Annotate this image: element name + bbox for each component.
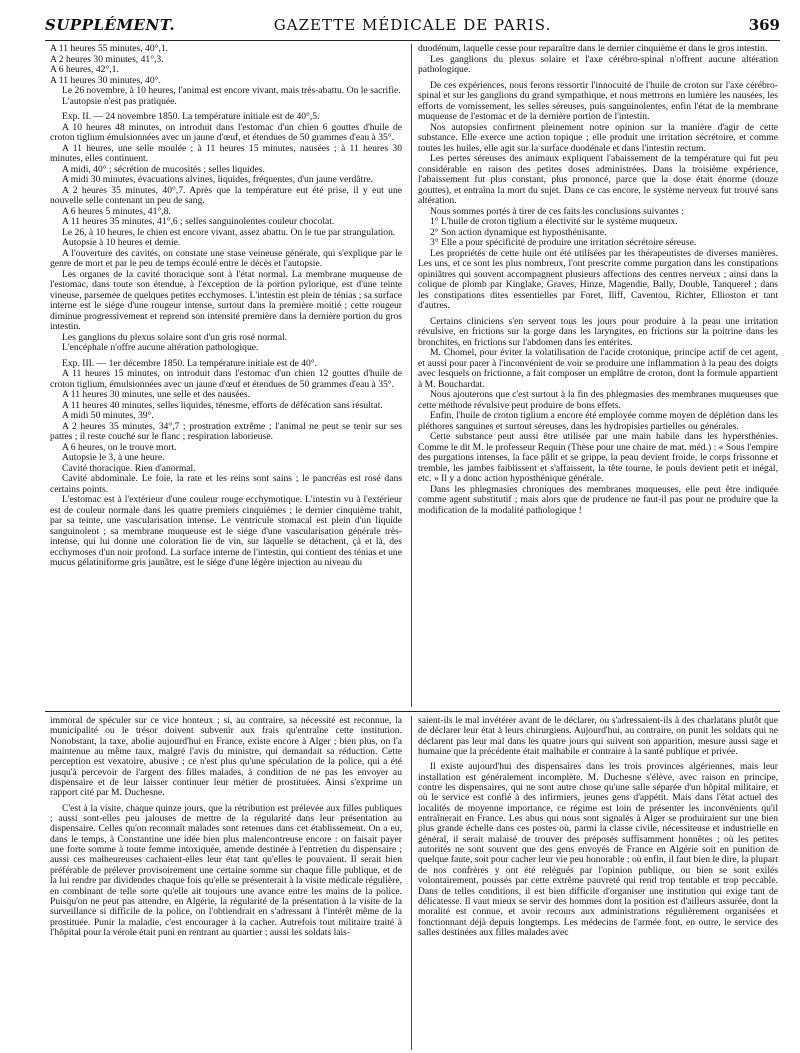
paragraph: M. Chomel, pour éviter la volatilisation de l'acide crotonique, principe actif de cet agent, et aussi pour parer à l'inconvénient de voir se produire une inflammation à la peau des doigts avec lesquels on frictionne, a fait composer un emplâtre de croton, dont la formule appartient à M. Bouchardat.	[418, 347, 778, 390]
paragraph: A 6 heures, 42°,1.	[50, 64, 119, 75]
paragraph: A midi 30 minutes, évacuations alvines, liquides, fréquentes, d'un jaune verdâtre.	[62, 174, 374, 185]
paragraph: A 11 heures 15 minutes, on introduit dans l'estomac d'un chien 12 gouttes d'huile de croton tiglium, émulsionnées avec un jaune d'œuf et étendues de 50 grammes d'eau à 35°.	[50, 368, 402, 390]
paragraph: A 11 heures, une selle moulée ; à 11 heures 15 minutes, nausées ; à 11 heures 30 minutes, elles continuent.	[50, 142, 402, 164]
paragraph: Dans les phlegmasies chroniques des membranes muqueuses, elle peut être indiquée comme agent substitutif ; mais alors que de prudence ne faut-il pas pour ne produire que la modification de la modalité pathologique !	[418, 483, 778, 516]
paragraph: Certains cliniciens s'en servent tous les jours pour produire à la peau une irritation révulsive, en frictions sur la gorge dans les laryngites, en frictions sur la poitrine dans les bronchites, en frictions sur l'abdomen dans les entérites.	[418, 315, 778, 348]
paragraph: Exp. III. — 1er décembre 1850. La température initiale est de 40°.	[62, 357, 318, 369]
paragraph: A 6 heures 5 minutes, 41°,8.	[62, 205, 171, 217]
paragraph: Autopsie à 10 heures et demie.	[62, 237, 181, 248]
journal-title: GAZETTE MÉDICALE DE PARIS.	[273, 16, 552, 34]
feuilleton-column-right	[418, 716, 778, 1051]
section-label: SUPPLÉMENT.	[45, 16, 176, 34]
paragraph: Le 26, à 10 heures, le chien est encore vivant, assez abattu. On le tue par strangulation.	[62, 226, 396, 238]
paragraph: Nos autopsies confirment pleinement notre opinion sur la manière d'agir de cette substance. Elle exerce une action topique ; elle produit une irritation sécrétoire, et comme toutes les huiles, elle agit sur la surface duodénale et dans l'intestin rectum.	[418, 121, 778, 154]
paragraph: A 11 heures 30 minutes, une selle et des nausées.	[62, 389, 251, 400]
article-column-right	[418, 44, 778, 709]
paragraph: Les organes de la cavité thoracique sont à l'état normal. La membrane muqueuse de l'estomac, dans toute son étendue, à l'exception de la portion pylorique, est d'une teinte vineuse, parsemée de quelques petites ecchymoses. L'intestin est plein de ténias ; sa surface interne est le siége d'une rougeur intense, surtout dans la première moitié ; cette rougeur diminue progressivement et reprend son intensité première dans la dernière portion du gros intestin.	[50, 268, 402, 332]
section-divider	[45, 711, 780, 712]
paragraph: De ces expériences, nous ferons ressortir l'innocuité de l'huile de croton sur l'axe cérébro-spinal et sur les ganglions du grand sympathique, et nous mettrons en lumière les nausées, les efforts de vomissement, les selles séreuses, puis sanguinolentes, enfin l'état de la membrane muqueuse de l'estomac et de la dernière portion de l'intestin.	[418, 79, 778, 122]
paragraph: A 11 heures 55 minutes, 40°,1.	[50, 44, 169, 54]
paragraph: A 10 heures 48 minutes, on introduit dans l'estomac d'un chien 6 gouttes d'huile de croton tiglium émulsionnées avec un jaune d'œuf, et étendues de 50 grammes d'eau à 35°.	[50, 121, 402, 143]
paragraph: Les propriétés de cette huile ont été utilisées par les thérapeutistes de diverses manières. Les uns, et ce sont les plus nombreux, l'ont prescrite comme purgation dans les constipations opiniâtres qui souvent accompagnent plusieurs affections des centres nerveux ; ainsi dans la colique de plomb par Kinglake, Graves, Hinze, Magendie, Bally, Double, Tanquerel ; dans les constipations dites essentielles par Foret, Iliff, Caventou, Richter, Ellioston et tant d'autres.	[418, 247, 778, 311]
paragraph: 1° L'huile de croton tiglium a électivité sur le système muqueux.	[430, 216, 678, 227]
article-column-left	[50, 44, 402, 709]
paragraph: Il existe aujourd'hui des dispensaires dans les trois provinces algériennes, mais leur installation est généralement incomplète. M. Duchesne s'élève, avec raison en principe, contre les dispensaires, qui ne sont autre chose qu'une salle séparée d'un hôpital militaire, et où le service est confié à des infirmiers, jeunes gens d'appétit. Mais dans l'état actuel des localités de moyenne importance, ce régime est loin de présenter les inconvénients qu'il entraînerait en France. Les abus qui nous sont signalés à Alger se produiraient sur une bien plus grande échelle dans ces postes où, parmi la classe civile, nécessiteuse et industrielle en général, il serait malaisé de trouver des préposés suffisamment honnêtes ; où les petites autorités ne sont souvent que des gens envoyés de France en Algérie soit en punition de quelque faute, soit pour cacher leur vie peu honorable ; où enfin, il faut bien le dire, la plupart de nos confrères y ont été relégués par l'opinion publique, ou bien se sont exilés volontairement, poussés par cette extrême pauvreté qui rend trop tentable et trop peccable. Dans de telles conditions, il est bien difficile d'organiser une institution qui exige tant de délicatesse. Il vaut mieux se servir des hommes dont la position est d'ailleurs assurée, dont la moralité est connue, et avoir recours aux administrations régulièrement organisées et fonctionnant déjà depuis longtemps. Les médecins de l'armée font, en outre, le service des salles destinées aux filles malades avec	[418, 761, 778, 938]
paragraph: Nous ajouterons que c'est surtout à la fin des phlegmasies des membranes muqueuses que cette méthode révulsive peut produire de bons effets.	[418, 389, 778, 411]
paragraph: A midi 50 minutes, 39°.	[62, 410, 154, 421]
paragraph: Les ganglions du plexus solaire et l'axe cérébro-spinal n'offrent aucune altération pathologique.	[418, 53, 778, 75]
paragraph: saient-ils le mal invétérer avant de le déclarer, ou s'adressaient-ils à des charlatans plutôt que de déclarer leur état à leurs chirurgiens. Aujourd'hui, au contraire, on punit les soldats qui ne déclarent pas leur mal dans les quatre jours qui suivent son apparition, mesure aussi sage et humaine que la précédente était malhabile et contraire à la santé publique et privée.	[418, 716, 778, 758]
paragraph: duodénum, laquelle cesse pour reparaître dans le dernier cinquième et dans le gros intestin.	[418, 44, 768, 54]
paragraph: immoral de spéculer sur ce vice honteux ; si, au contraire, sa nécessité est reconnue, la municipalité ou le trésor doivent subvenir aux frais qu'entraîne cette institution. Nonobstant, la taxe, abolie aujourd'hui en France, existe encore à Alger ; bien plus, on l'a maintenue au même taux, malgré l'avis du ministre, qui demandait sa réduction. Cette perception est vexatoire, abusive ; ce n'est plus qu'une spéculation de la police, qui a été jusqu'à percevoir de l'argent des filles malades, à condition de ne pas les envoyer au dispensaire et de leur laisser continuer leur métier de prostituées. Ainsi s'exprime un rapport cité par M. Duchesne.	[50, 716, 402, 799]
paragraph: Les pertes séreuses des animaux expliquent l'abaissement de la température qui fut peu considérable en raison des petites doses administrées. Dans la troisième expérience, l'abaissement fut plus constant, plus prononcé, parce que la dose était énorme (douze gouttes), et entraîna la mort du sujet. Dans ce cas encore, le système nerveux fut trouvé sans altération.	[418, 153, 778, 206]
paragraph: A 2 heures 30 minutes, 41°,3.	[50, 53, 164, 65]
paragraph: Cette substance peut aussi être utilisée par une main habile dans les hypersthénies. Comme le dit M. le professeur Requin (Thèse pour une chaire de mat. méd.) : « Sous l'empire des purgations intenses, la face pâlit et se grippe, la peau devient froide, le corps frissonne et tremble, les jambes faiblissent et s'affaissent, la tête tourne, le pouls devient petit et inégal, etc. » Il y a donc action hyposthénique générale.	[418, 431, 778, 484]
paragraph: Enfin, l'huile de croton tiglium a encore été employée comme moyen de déplétion dans les pléthores sanguines et surtout séreuses, dans les hydropisies partielles ou générales.	[418, 410, 778, 432]
paragraph: Cavité thoracique. Rien d'anormal.	[62, 462, 196, 474]
paragraph: L'estomac est à l'extérieur d'une couleur rouge ecchymotique. L'intestin vu à l'extérieur est de couleur normale dans les quatre premiers cinquièmes ; le dernier cinquième trahit, par sa teinte, une vascularisation intense. Le ventricule stomacal est plein d'un liquide sanguinolent ; sa membrane muqueuse est le siége d'une vascularisation générale très-intense, qui lui donne une coloration lie de vin, sur laquelle se détachent, çà et là, des ecchymoses d'un noir profond. La surface interne de l'intestin, qui contient des ténias et une mucus gélatiniforme gris jaunâtre, est le siége d'une légère injection au niveau du	[50, 494, 402, 568]
paragraph: C'est à la visite, chaque quinze jours, que la rétribution est prélevée aux filles publiques ; aussi sont-elles peu jalouses de mettre de la régularité dans leur présentation au dispensaire. Celles qu'on reconnaît malades sont retenues dans cet établissement. On a eu, dans le temps, à Constantine une idée bien plus malencontreuse encore : on faisait payer une forte somme à toute femme intoxiquée, amende destinée à l'entretien du dispensaire ; aussi ces malheureuses cachaient-elles leur état tant qu'elles le pouvaient. Il serait bien préférable de prélever provisoirement une certaine somme sur chaque fille publique, et de la lui rendre par dividendes chaque fois qu'elle se présenterait à la visite médicale régulière, en combinant de telle sorte qu'elle ait toujours une avance entre les mains de la police. Puisqu'on ne peut pas attendre, en Algérie, la régularité de la présentation à la visite de la surveillance si difficile de la police, on l'obtiendrait en s'adressant à l'intérêt même de la prostituée. Punir la maladie, c'est encourager à la cacher. Autrefois tout militaire traité à l'hôpital pour la vérole était puni en rentrant au quartier ; aussi les soldats lais-	[50, 802, 402, 938]
paragraph: Exp. II. — 24 novembre 1850. La température initiale est de 40°,5.	[62, 111, 320, 122]
paragraph: L'autopsie n'est pas pratiquée.	[62, 95, 177, 107]
column-divider-top	[411, 44, 412, 707]
paragraph: A midi, 40° ; sécrétion de mucosités ; selles liquides.	[62, 163, 265, 175]
paragraph: A 2 heures 35 minutes, 40°,7. Après que la température eut été prise, il y eut une nouvelle selle contenant un peu de sang.	[50, 184, 402, 206]
paragraph: Cavité abdominale. Le foie, la rate et les reins sont sains ; le pancréas est rosé dans certains points.	[50, 473, 402, 495]
paragraph: A 6 heures, on le trouve mort.	[62, 441, 177, 453]
paragraph: Le 26 novembre, à 10 heures, l'animal est encore vivant, mais très-abattu. On le sacrifie.	[62, 85, 401, 96]
paragraph: A 11 heures 30 minutes, 40°.	[50, 74, 161, 86]
paragraph: 2° Son action dynamique est hyposthénisante.	[430, 226, 607, 238]
header-rule	[45, 40, 780, 41]
page-number: 369	[748, 16, 780, 34]
paragraph: A l'ouverture des cavités, on constate une stase veineuse générale, qui s'explique par le genre de mort et par le peu de temps écoulé entre le décès et l'autopsie.	[50, 247, 402, 269]
page-header	[45, 16, 780, 38]
paragraph: A 11 heures 35 minutes, 41°,6 ; selles sanguinolentes couleur chocolat.	[62, 216, 335, 227]
feuilleton-column-left	[50, 716, 402, 1051]
paragraph: A 2 heures 35 minutes, 34°,7 ; prostration extrême ; l'animal ne peut se tenir sur ses pattes ; il reste couché sur le flanc ; respiration laborieuse.	[50, 420, 402, 442]
paragraph: Les ganglions du plexus solaire sont d'un gris rosé normal.	[62, 331, 288, 343]
paragraph: Autopsie le 3, à une heure.	[62, 452, 165, 463]
column-divider-bottom	[411, 716, 412, 1050]
paragraph: L'encéphale n'offre aucune altération pathologique.	[62, 342, 259, 353]
paragraph: Nous sommes portés à tirer de ces faits les conclusions suivantes :	[430, 205, 684, 217]
paragraph: 3° Elle a pour spécificité de produire une irritation sécrétoire séreuse.	[430, 237, 697, 248]
paragraph: A 11 heures 40 minutes, selles liquides, ténesme, efforts de défécation sans résultat.	[62, 399, 383, 411]
